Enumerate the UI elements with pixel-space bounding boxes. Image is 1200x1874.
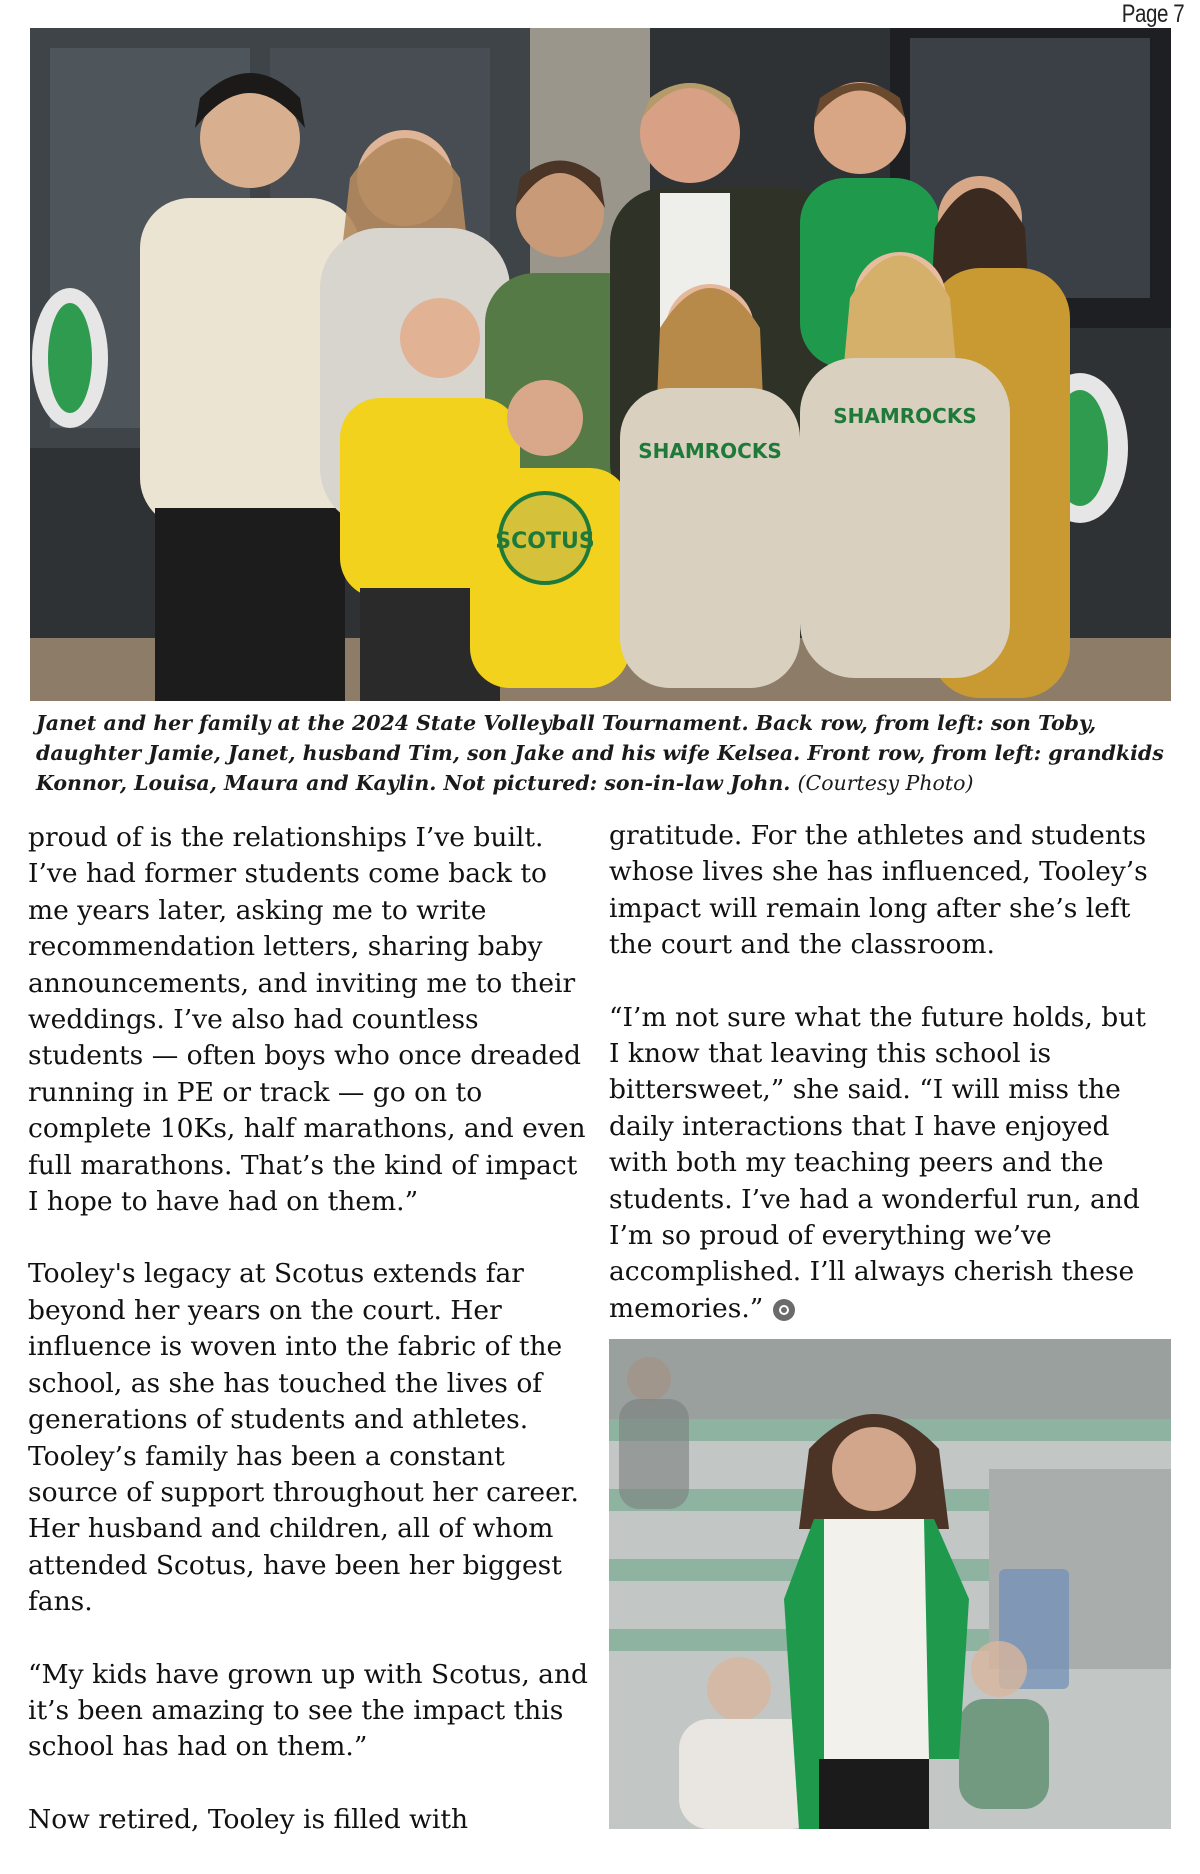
caption-credit: (Courtesy Photo) — [797, 771, 974, 795]
paragraph: Tooley's legacy at Scotus extends far beyond her years on the court. Her influence is woven into the fabric of the school, as she has touched the lives of generations of students and athletes. Tooley’s family has been a constant source of support throughout her career. Her husband and children, all of whom attended Scotus, have been her biggest fans. — [28, 1258, 579, 1618]
coach-photo-illustration — [609, 1339, 1171, 1829]
article-column-right — [609, 818, 1179, 1363]
paragraph: Now retired, Tooley is filled with — [28, 1803, 469, 1835]
photo-caption — [36, 708, 1176, 798]
shirt-text-shamrocks-1: SHAMROCKS — [638, 439, 782, 463]
paragraph: gratitude. For the athletes and students whose lives she has influenced, Tooley’s impact will remain long after she’s left the court and the classroom. — [609, 820, 1148, 961]
paragraph: “My kids have grown up with Scotus, and it’s been amazing to see the impact this school has had on them.” — [28, 1658, 588, 1763]
caption-text: Janet and her family at the 2024 State Volleyball Tournament. Back row, from left: son Toby, daughter Jamie, Janet, husband Tim, son Jake and his wife Kelsea. Front row, from left: grandkids Konnor, Louisa, Maura and Kaylin. Not pictured: son-in-law John. — [36, 711, 1164, 795]
family-photo-illustration — [30, 28, 1171, 701]
article-column-left — [28, 820, 598, 1874]
coach-photo — [609, 1339, 1171, 1829]
page-number: Page 7 — [1121, 0, 1184, 28]
shirt-text-shamrocks-2: SHAMROCKS — [833, 404, 977, 428]
paragraph-final-text: “I’m not sure what the future holds, but I know that leaving this school is bittersweet,” she said. “I will miss the daily interactions that I have enjoyed with both my teaching peers and the students. I’ve had a wonderful run, and I’m so proud of everything we’ve accomplished. I’ll always cherish these memories.” — [609, 1001, 1146, 1324]
family-photo — [30, 28, 1171, 701]
power-icon — [773, 1299, 795, 1321]
shirt-text-scotus: SCOTUS — [495, 529, 595, 554]
paragraph-final — [609, 1000, 1179, 1328]
paragraph: proud of is the relationships I’ve built. I’ve had former students come back to me years later, asking me to write recommendation letters, sharing baby announcements, and inviting me to their weddings. I’ve also had countless students — often boys who once dreaded running in PE or track — go on to complete 10Ks, half marathons, and even full marathons. That’s the kind of impact I hope to have had on them.” — [28, 822, 586, 1218]
